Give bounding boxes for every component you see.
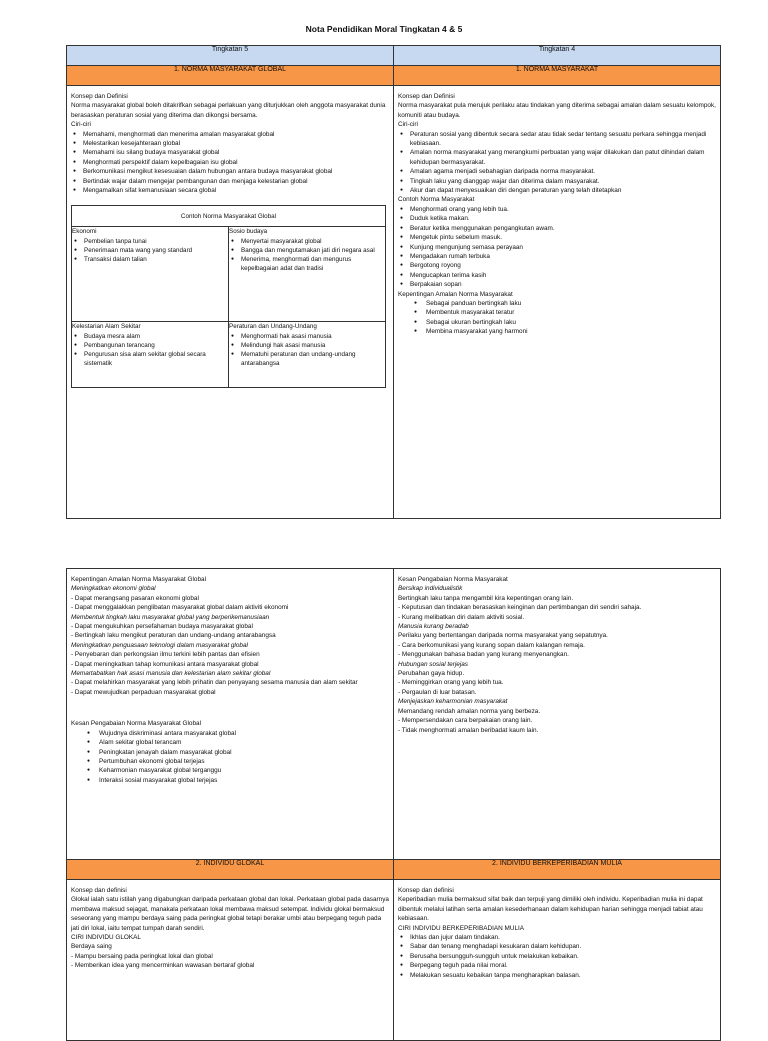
group-heading: Bersikap individualistik — [398, 585, 463, 593]
dash-item: - Mempersendakan cara berpakaian orang lain. — [398, 717, 533, 725]
list-item: ● Mengadakan rumah terbuka — [410, 252, 716, 261]
list-item: ● Berpegang teguh pada nilai moral. — [410, 961, 716, 970]
sosio-title: Sosio budaya — [229, 228, 268, 236]
cell-left-kepentingan — [67, 569, 394, 860]
list-item: ● Akur dan dapat menyesuaikan diri dengan peraturan yang telah ditetapkan — [410, 186, 716, 195]
dash-item: - Mampu bersaing pada peringkat lokal dan global — [71, 952, 213, 960]
list-item: ● Mengetuk pintu sebelum masuk. — [410, 233, 716, 242]
list-item: ● Berusaha bersungguh-sungguh untuk melakukan kebaikan. — [410, 952, 716, 961]
sosio-budaya-cell — [229, 227, 386, 322]
group-heading: Membentuk tingkah laku masyarakat global yang berperikemanusiaan — [71, 613, 270, 621]
dash-item: - Dapat merangsang pasaran ekonomi global — [71, 594, 199, 602]
group-lead: Memandang rendah amalan norma yang berbeza. — [398, 707, 541, 715]
cell-left-glokal — [67, 880, 394, 1041]
list-item: ● Pengurusan sisa alam sekitar global secara sistematik — [84, 350, 228, 368]
kesan-global-list — [71, 729, 389, 785]
group-heading: Menjejaskan keharmonian masyarakat — [398, 698, 508, 706]
header-tingkatan-4: Tingkatan 4 — [394, 46, 721, 66]
list-item: ● Transaksi dalam talian — [84, 255, 228, 264]
dash-item: - Cara berkomunikasi yang kurang sopan dalam kalangan remaja. — [398, 641, 585, 649]
list-item: ● Sabar dan tenang menghadapi kesukaran dalam kehidupan. — [410, 942, 716, 951]
list-item: ● Sebagai ukuran bertingkah laku — [426, 318, 716, 327]
group-lead: Perilaku yang bertentangan daripada norma masyarakat yang sepatutnya. — [398, 632, 608, 640]
list-item: ● Melakukan sesuatu kebaikan tanpa mengharapkan balasan. — [410, 971, 716, 980]
notes-table-2 — [66, 568, 721, 1041]
dash-item: - Meminggirkan orang yang lebih tua. — [398, 679, 504, 687]
konsep-text: Keperibadian mulia bermaksud sifat baik dan terpuji yang dimiliki oleh individu. Keperibadian mulia ini dapat dibentuk melalui latihan serta amalan kesederhanaan dalam kehidupan harian sehingga menjadi tabiat atau kebiasaan. — [398, 896, 703, 923]
cell-right-kesan — [394, 569, 721, 860]
dash-item: - Penyebaran dan perkongsian ilmu terkini lebih pantas dan efisien — [71, 651, 260, 659]
kepentingan-title: Kepentingan Amalan Norma Masyarakat — [398, 290, 513, 298]
list-item: ● Mematuhi peraturan dan undang-undang antarabangsa — [241, 350, 385, 368]
group-lead: Bertingkah laku tanpa mengambil kira kepentingan orang lain. — [398, 594, 574, 602]
list-item: ● Pembangunan terancang — [84, 341, 228, 350]
group-heading: Hubungan sosial terjejas — [398, 660, 468, 668]
dash-item: - Keputusan dan tindakan berasaskan keinginan dan pertimbangan diri sendiri sahaja. — [398, 604, 642, 612]
konsep-text: Norma masyarakat pula merujuk perilaku atau tindakan yang diterima sebagai amalan dalam sesuatu kelompok, komuniti atau budaya. — [398, 102, 716, 119]
alam-sekitar-cell — [72, 322, 229, 388]
dash-item: - Dapat mewujudkan perpaduan masyarakat global — [71, 688, 216, 696]
dash-item: - Tidak menghormati amalan beribadat kaum lain. — [398, 726, 539, 734]
dash-item: - Bertingkah laku mengikut peraturan dan undang-undang antarabangsa — [71, 632, 276, 640]
ekonomi-title: Ekonomi — [72, 228, 97, 236]
alam-title: Kelestarian Alam Sekitar — [72, 323, 141, 331]
list-item: ● Bertindak wajar dalam mengejar pembangunan dan menjaga kelestarian global — [83, 177, 389, 186]
notes-table-1 — [66, 45, 721, 519]
ciri-title: CIRI INDIVIDU BERKEPERIBADIAN MULIA — [398, 924, 525, 932]
cell-right-keperibadian — [394, 880, 721, 1041]
dash-item: - Memberikan idea yang mencerminkan wawasan bertaraf global — [71, 962, 255, 970]
list-item: ● Membina masyarakat yang harmoni — [426, 327, 716, 336]
list-item: ● Wujudnya diskriminasi antara masyarakat global — [99, 729, 389, 738]
list-item: ● Menghormati orang yang lebih tua. — [410, 205, 716, 214]
konsep-title: Konsep dan definisi — [71, 887, 127, 894]
group-lead: Perubahan gaya hidup. — [398, 670, 465, 678]
konsep-title: Konsep dan definisi — [398, 887, 454, 894]
list-item: ● Keharmonian masyarakat global terganggu — [99, 766, 389, 775]
kepentingan-global-title: Kepentingan Amalan Norma Masyarakat Global — [71, 576, 206, 583]
ekonomi-cell — [72, 227, 229, 322]
konsep-text: Glokal ialah satu istilah yang digabungkan daripada perkataan global dan lokal. Perkataan global pada dasarnya membawa maksud sejagat, manakala perkataan lokal membawa maksud setempat. Individu glokal bermaksud seseorang yang mampu berdaya saing pada peringkat global tetapi berakar umbi atau berpegang teguh pada jati diri lokal, iaitu tempat tumpah darah sendiri. — [71, 896, 389, 932]
dash-item: - Dapat mengukuhkan persefahaman budaya masyarakat global — [71, 623, 253, 631]
group-heading: Manusia kurang beradab — [398, 623, 469, 631]
list-item: ● Memahami isu silang budaya masyarakat global — [83, 148, 389, 157]
kesan-title: Kesan Pengabaian Norma Masyarakat — [398, 576, 508, 583]
list-item: ● Interaksi sosial masyarakat global terjejas — [99, 776, 389, 785]
list-item: ● Tingkah laku yang dianggap wajar dan diterima dalam masyarakat. — [410, 177, 716, 186]
list-item: ● Bergotong royong — [410, 261, 716, 270]
group-heading: Meningkatkan ekonomi global — [71, 585, 156, 593]
section-norma-masyarakat: 1. NORMA MASYARAKAT — [394, 66, 721, 86]
list-item: ● Alam sekitar global terancam — [99, 738, 389, 747]
list-item: ● Menerima, menghormati dan mengurus kepelbagaian adat dan tradisi — [241, 255, 385, 273]
section-individu-glokal: 2. INDIVIDU GLOKAL — [67, 860, 394, 880]
kepentingan-list — [398, 299, 716, 337]
list-item: ● Mengucapkan terima kasih — [410, 271, 716, 280]
list-item: ● Berkomunikasi mengikut kesesuaian dalam hubungan antara budaya masyarakat global — [83, 167, 389, 176]
header-tingkatan-5: Tingkatan 5 — [67, 46, 394, 66]
peraturan-cell — [229, 322, 386, 388]
list-item: ● Melindungi hak asasi manusia — [241, 341, 385, 350]
list-item: ● Ikhlas dan jujur dalam tindakan. — [410, 933, 716, 942]
kesan-global-title: Kesan Pengabaian Norma Masyarakat Global — [71, 720, 202, 728]
dash-item: - Kurang melibatkan diri dalam aktiviti sosial. — [398, 613, 525, 621]
dash-item: - Dapat menggalakkan penglibatan masyarakat global dalam aktiviti ekonomi — [71, 604, 289, 612]
list-item: ● Amalan norma masyarakat yang merangkumi perbuatan yang wajar dilakukan dan patut dihindari dalam kehidupan bermasyarakat. — [410, 148, 716, 167]
dash-item: - Menggunakan bahasa badan yang kurang menyenangkan. — [398, 651, 569, 659]
contoh-box-title: Contoh Norma Masyarakat Global — [72, 206, 386, 227]
list-item: ● Bangga dan mengutamakan jati diri negara asal — [241, 246, 385, 255]
cell-left-t5 — [67, 86, 394, 519]
ciri-list — [398, 130, 716, 196]
dash-item: - Pergaulan di luar batasan. — [398, 688, 477, 696]
cell-right-t4 — [394, 86, 721, 519]
list-item: ● Membentuk masyarakat teratur — [426, 308, 716, 317]
list-item: ● Amalan agama menjadi sebahagian daripada norma masyarakat. — [410, 167, 716, 176]
list-item: ● Pertumbuhan ekonomi global terjejas — [99, 757, 389, 766]
list-item: ● Kunjung mengunjung semasa perayaan — [410, 243, 716, 252]
list-item: ● Berpakaian sopan — [410, 280, 716, 289]
contoh-norma-global-table — [71, 205, 386, 388]
sub-title: Berdaya saing — [71, 943, 112, 951]
list-item: ● Menghormati perspektif dalam kepelbagaian isu global — [83, 158, 389, 167]
group-heading: Memartabatkan hak asasi manusia dan kelestarian alam sekitar global — [71, 670, 271, 678]
list-item: ● Budaya mesra alam — [84, 332, 228, 341]
section-norma-masyarakat-global: 1. NORMA MASYARAKAT GLOBAL — [67, 66, 394, 86]
document-title: Nota Pendidikan Moral Tingkatan 4 & 5 — [305, 24, 463, 34]
list-item: ● Menghormati hak asasi manusia — [241, 332, 385, 341]
contoh-list — [398, 205, 716, 290]
list-item: ● Peningkatan jenayah dalam masyarakat global — [99, 748, 389, 757]
group-heading: Meningkatkan penguasaan teknologi dalam masyarakat global — [71, 641, 248, 649]
list-item: ● Mengamalkan sifat kemanusiaan secara global — [83, 186, 389, 195]
list-item: ● Memahami, menghormati dan menerima amalan masyarakat global — [83, 130, 389, 139]
ciri-list — [398, 933, 716, 980]
list-item: ● Beratur ketika menggunakan pengangkutan awam. — [410, 224, 716, 233]
peraturan-title: Peraturan dan Undang-Undang — [229, 323, 317, 331]
list-item: ● Peraturan sosial yang dibentuk secara sedar atau tidak sedar tentang sesuatu perkara sehingga menjadi kebiasaan. — [410, 130, 716, 149]
list-item: ● Penerimaan mata wang yang standard — [84, 246, 228, 255]
list-item: ● Menyertai masyarakat global — [241, 237, 385, 246]
dash-item: - Dapat meningkatkan tahap komunikasi antara masyarakat global — [71, 660, 259, 668]
list-item: ● Pembelian tanpa tunai — [84, 237, 228, 246]
ciri-title: Ciri-ciri — [398, 121, 418, 129]
konsep-title: Konsep dan Definisi — [71, 93, 128, 100]
ciri-title: Ciri-ciri — [71, 121, 91, 129]
ciri-list — [71, 130, 389, 196]
contoh-title: Contoh Norma Masyarakat — [398, 196, 475, 204]
ciri-title: CIRI INDIVIDU GLOKAL — [71, 934, 141, 942]
list-item: ● Duduk ketika makan. — [410, 214, 716, 223]
dash-item: - Dapat melahirkan masyarakat yang lebih prihatin dan penyayang sesama manusia dan alam sekitar — [71, 679, 358, 687]
list-item: ● Melestarikan kesejahteraan global — [83, 139, 389, 148]
section-individu-berkeperibadian-mulia: 2. INDIVIDU BERKEPERIBADIAN MULIA — [394, 860, 721, 880]
konsep-title: Konsep dan Definisi — [398, 93, 455, 100]
konsep-text: Norma masyarakat global boleh ditakrifkan sebagai perlakuan yang diturjukkan oleh anggota masyarakat dunia berasaskan peraturan sosial yang diterima dan dikongsi bersama. — [71, 102, 386, 119]
list-item: ● Sebagai panduan bertingkah laku — [426, 299, 716, 308]
